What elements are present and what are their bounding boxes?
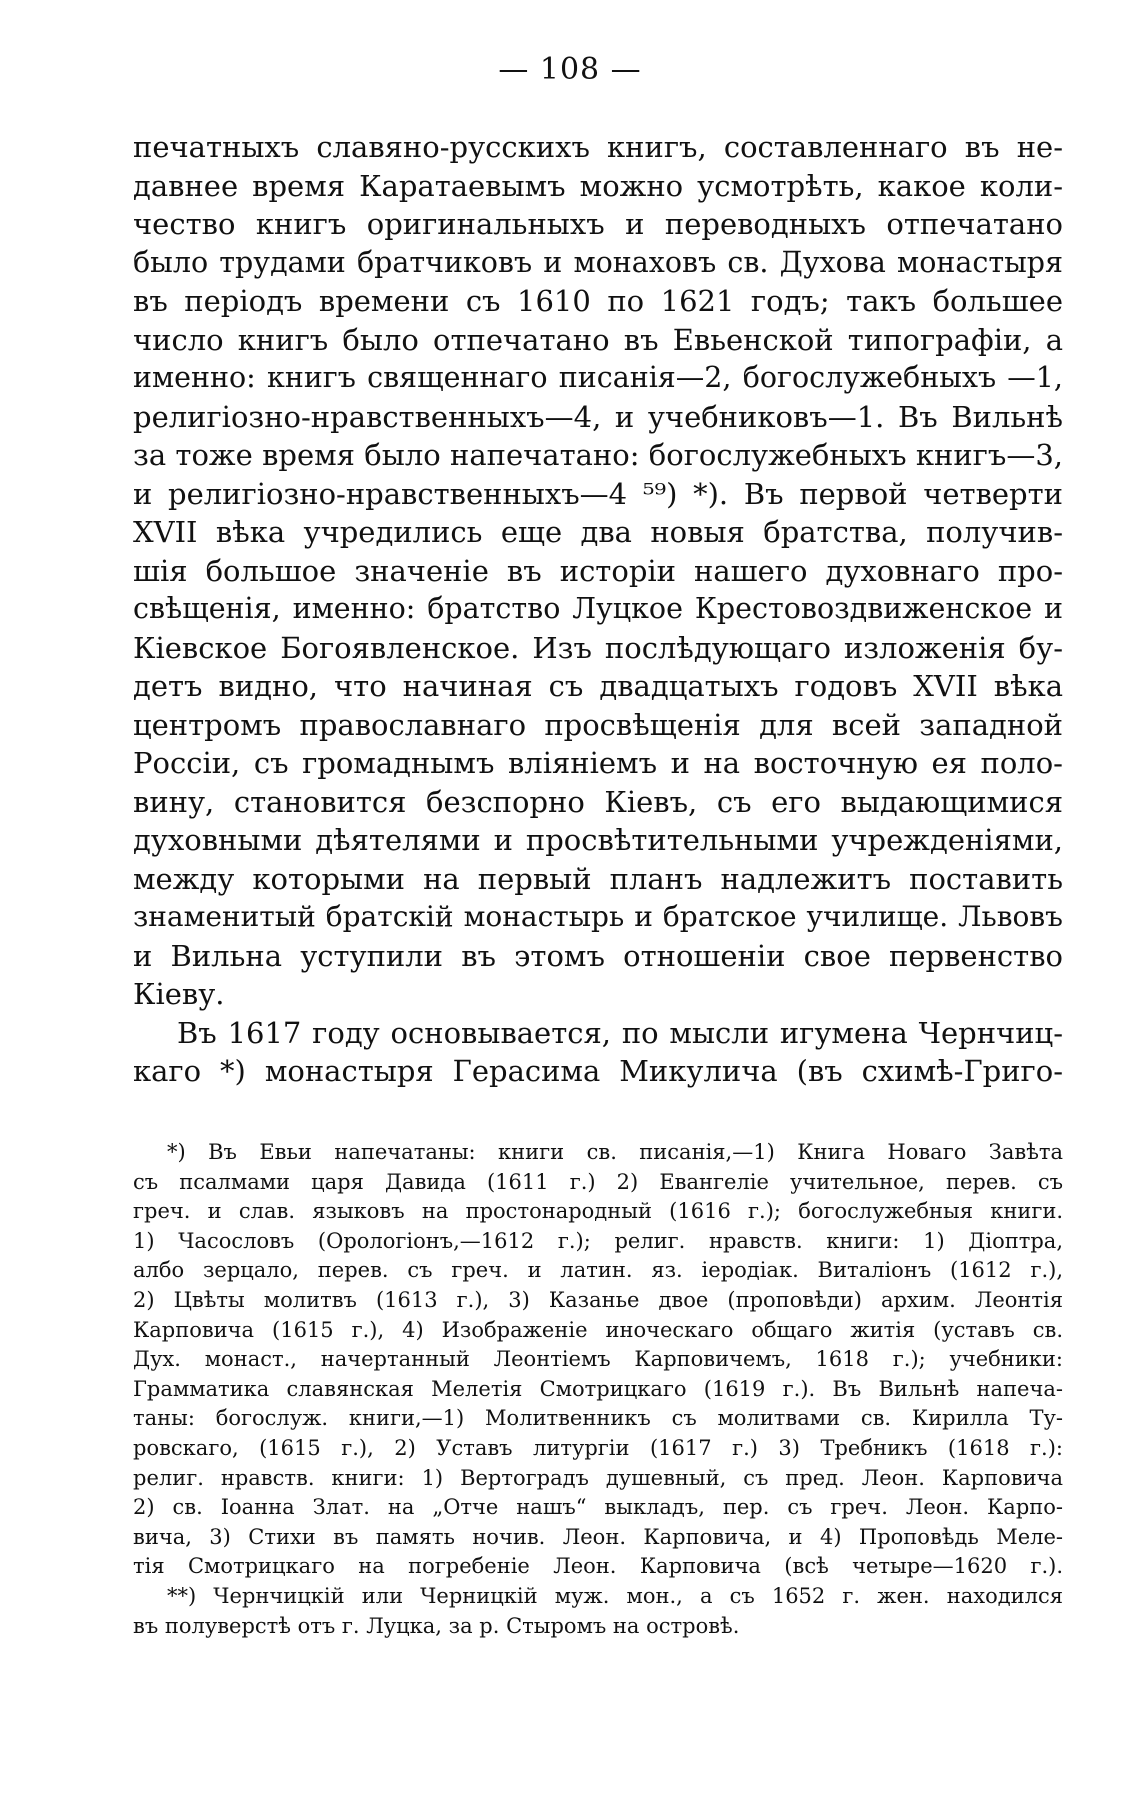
footnote-line: съ псалмами царя Давида (1611 г.) 2) Евангеліе учительное, перев. съ bbox=[133, 1169, 1063, 1194]
footnote-line: 2) Цвѣты молитвъ (1613 г.), 3) Казанье двое (проповѣди) архим. Леонтія bbox=[133, 1287, 1063, 1312]
footnote-line: 1) Часословъ (Орологіонъ,—1612 г.); религ. нравств. книги: 1) Діоптра, bbox=[133, 1228, 1063, 1253]
body-line: было трудами братчиковъ и монаховъ св. Духова монастыря bbox=[133, 245, 1063, 279]
body-line: число книгъ было отпечатано въ Евьенской типографіи, а bbox=[133, 322, 1063, 357]
footnote-line: албо зерцало, перев. съ греч. и латин. яз. іеродіак. Виталіонъ (1612 г.), bbox=[133, 1258, 1063, 1283]
footnote-line: Дух. монаст., начертанный Леонтіемъ Карповичемъ, 1618 г.); учебники: bbox=[133, 1347, 1063, 1372]
footnote-line: греч. и слав. языковъ на простонародный (1616 г.); богослужебныя книги. bbox=[133, 1199, 1063, 1224]
footnote-line: *) Въ Евьи напечатаны: книги св. писанія,—1) Книга Новаго Завѣта bbox=[167, 1140, 1063, 1164]
body-line: свѣщенія, именно: братство Луцкое Крестовоздвиженское и bbox=[133, 592, 1063, 625]
body-line: духовными дѣятелями и просвѣтительными учрежденіями, bbox=[133, 823, 1063, 857]
body-line: Въ 1617 году основывается, по мысли игумена Чернчиц- bbox=[177, 1015, 1063, 1050]
body-line: вину, становится безспорно Кіевъ, съ его выдающимися bbox=[133, 784, 1063, 819]
body-text bbox=[133, 128, 1063, 1091]
body-line: детъ видно, что начиная съ двадцатыхъ годовъ XVII вѣка bbox=[133, 669, 1063, 703]
footnote-line: вича, 3) Стихи въ память ночив. Леон. Карповича, и 4) Проповѣдь Меле- bbox=[133, 1524, 1063, 1549]
body-line: за тоже время было напечатано: богослужебныхъ книгъ—3, bbox=[133, 438, 1063, 472]
body-line: центромъ православнаго просвѣщенія для всей западной bbox=[133, 707, 1063, 742]
footnote-line: **) Чернчицкій или Черницкій муж. мон., а съ 1652 г. жен. находился bbox=[167, 1583, 1063, 1608]
body-line: знаменитый братскій монастырь и братское училище. Львовъ bbox=[133, 900, 1063, 933]
body-line: религіозно-нравственныхъ—4, и учебниковъ—1. Въ Вильнѣ bbox=[133, 399, 1063, 434]
body-line: чество книгъ оригинальныхъ и переводныхъ отпечатано bbox=[133, 207, 1063, 241]
body-line: и религіозно-нравственныхъ—4 ⁵⁹) *). Въ первой четверти bbox=[133, 476, 1063, 511]
footnote-line: Карповича (1615 г.), 4) Изображеніе иноческаго общаго житія (уставъ св. bbox=[133, 1317, 1063, 1342]
body-line: шія большое значеніе въ исторіи нашего духовнаго про- bbox=[133, 553, 1063, 588]
body-line: между которыми на первый планъ надлежитъ поставить bbox=[133, 861, 1063, 896]
footnotes bbox=[133, 1138, 1063, 1641]
body-line: Россіи, съ громаднымъ вліяніемъ и на восточную ея поло- bbox=[133, 746, 1063, 780]
body-line: и Вильна уступили въ этомъ отношеніи свое первенство bbox=[133, 938, 1063, 973]
body-line: каго *) монастыря Герасима Микулича (въ схимѣ-Григо- bbox=[133, 1054, 1063, 1088]
body-line: Кіевское Богоявленское. Изъ послѣдующаго изложенія бу- bbox=[133, 630, 1063, 665]
footnote-line: таны: богослуж. книги,—1) Молитвенникъ съ молитвами св. Кирилла Ту- bbox=[133, 1406, 1063, 1431]
footnote-line: религ. нравств. книги: 1) Вертоградъ душевный, съ пред. Леон. Карповича bbox=[133, 1465, 1063, 1490]
body-line: XVII вѣка учредились еще два новыя братства, получив- bbox=[133, 515, 1063, 549]
footnote-line: 2) св. Іоанна Злат. на „Отче нашъ“ выкладъ, пер. съ греч. Леон. Карпо- bbox=[133, 1495, 1063, 1520]
footnote-line: Грамматика славянская Мелетія Смотрицкаго (1619 г.). Въ Вильнѣ напеча- bbox=[133, 1376, 1063, 1401]
body-line: Кіеву. bbox=[133, 977, 225, 1011]
body-line: именно: книгъ священнаго писанія—2, богослужебныхъ —1, bbox=[133, 361, 1063, 394]
body-line: печатныхъ славяно-русскихъ книгъ, составленнаго въ не- bbox=[133, 130, 1063, 164]
page-number: — 108 — bbox=[498, 52, 642, 87]
footnote-line: тія Смотрицкаго на погребеніе Леон. Карповича (всѣ четыре—1620 г.). bbox=[133, 1554, 1063, 1579]
body-line: давнее время Каратаевымъ можно усмотрѣть, какое коли- bbox=[133, 168, 1063, 203]
body-line: въ періодъ времени съ 1610 по 1621 годъ; такъ большее bbox=[133, 284, 1063, 318]
footnote-line: въ полуверстѣ отъ г. Луцка, за р. Стыромъ на островѣ. bbox=[133, 1613, 740, 1638]
footnote-line: ровскаго, (1615 г.), 2) Уставъ литургіи (1617 г.) 3) Требникъ (1618 г.): bbox=[133, 1435, 1063, 1460]
